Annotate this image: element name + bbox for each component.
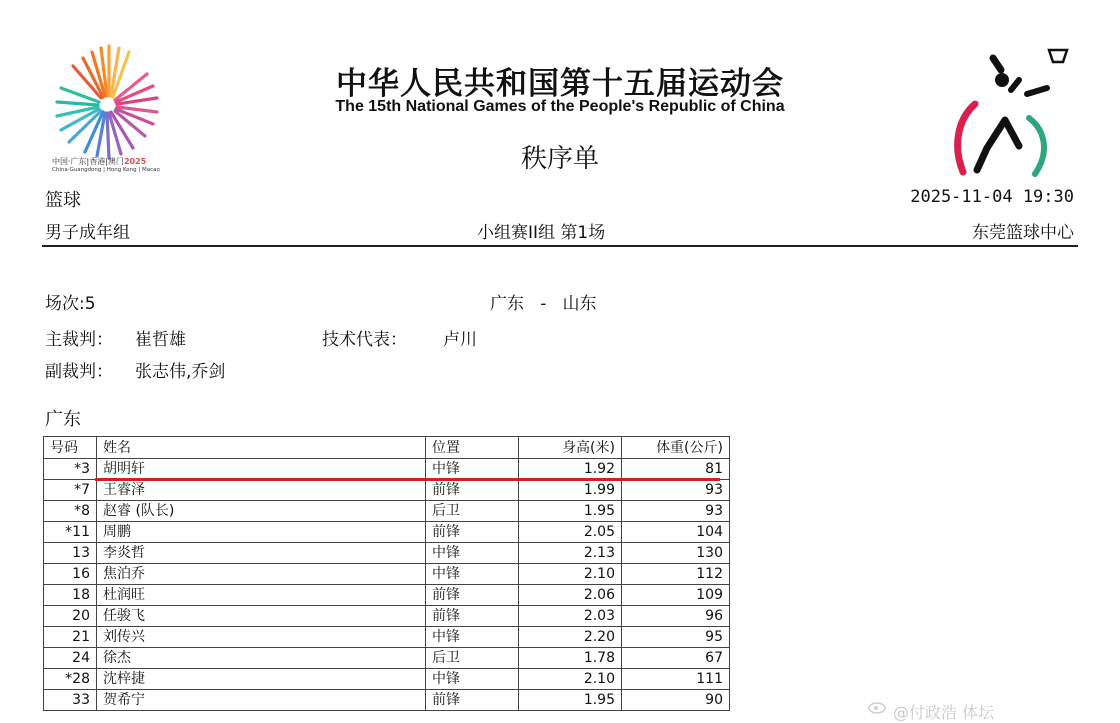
- basketball-pictogram-icon: [945, 42, 1085, 182]
- player-height: 1.95: [519, 501, 622, 522]
- player-position: 中锋: [426, 543, 519, 564]
- player-position: 前锋: [426, 606, 519, 627]
- page-title: 中华人民共和国第十五届运动会: [336, 66, 784, 102]
- player-height: 1.99: [519, 480, 622, 501]
- player-name: 贺希宁: [97, 690, 426, 711]
- match-datetime: 2025-11-04 19:30: [910, 187, 1074, 207]
- player-weight: 104: [622, 522, 730, 543]
- weibo-icon: [868, 700, 890, 714]
- column-header-height: 身高(米): [519, 437, 622, 459]
- player-weight: 67: [622, 648, 730, 669]
- player-position: 中锋: [426, 564, 519, 585]
- player-position: 中锋: [426, 669, 519, 690]
- player-height: 2.05: [519, 522, 622, 543]
- player-number: *8: [44, 501, 97, 522]
- player-name: 胡明轩: [97, 459, 426, 480]
- player-weight: 81: [622, 459, 730, 480]
- table-row: [44, 690, 730, 711]
- player-number: 18: [44, 585, 97, 606]
- round-label: 小组赛II组 第1场: [477, 223, 606, 243]
- player-position: 后卫: [426, 648, 519, 669]
- page-title-en: The 15th National Games of the People's Republic of China: [335, 98, 785, 115]
- player-name: 杜润旺: [97, 585, 426, 606]
- assistant-referee-value: 张志伟,乔剑: [135, 362, 226, 382]
- player-number: *3: [44, 459, 97, 480]
- player-number: 13: [44, 543, 97, 564]
- player-number: 16: [44, 564, 97, 585]
- player-name: 王睿泽: [97, 480, 426, 501]
- player-name: 徐杰: [97, 648, 426, 669]
- player-weight: 90: [622, 690, 730, 711]
- table-row: [44, 564, 730, 585]
- table-row: [44, 585, 730, 606]
- table-row: [44, 543, 730, 564]
- player-name: 任骏飞: [97, 606, 426, 627]
- player-name: 刘传兴: [97, 627, 426, 648]
- player-number: 21: [44, 627, 97, 648]
- player-name: 周鹏: [97, 522, 426, 543]
- sport-label: 篮球: [45, 190, 81, 211]
- player-position: 前锋: [426, 522, 519, 543]
- player-height: 1.92: [519, 459, 622, 480]
- player-number: *28: [44, 669, 97, 690]
- player-position: 中锋: [426, 627, 519, 648]
- player-height: 2.10: [519, 669, 622, 690]
- age-group-label: 男子成年组: [45, 223, 130, 243]
- player-name: 赵睿 (队长): [97, 501, 426, 522]
- player-position: 前锋: [426, 690, 519, 711]
- player-height: 1.95: [519, 690, 622, 711]
- player-number: 33: [44, 690, 97, 711]
- watermark: @付政浩 体坛: [893, 703, 995, 722]
- player-number: *11: [44, 522, 97, 543]
- tech-rep-label: 技术代表：: [322, 330, 407, 350]
- column-header-number: 号码: [44, 437, 97, 459]
- document-title: 秩序单: [520, 144, 599, 174]
- table-row: [44, 522, 730, 543]
- chief-referee-value: 崔哲雄: [135, 330, 186, 350]
- tech-rep-value: 卢川: [443, 330, 477, 350]
- player-position: 中锋: [426, 459, 519, 480]
- player-weight: 112: [622, 564, 730, 585]
- assistant-referee-label: 副裁判：: [45, 362, 113, 382]
- table-row: [44, 501, 730, 522]
- player-weight: 130: [622, 543, 730, 564]
- table-row: [44, 627, 730, 648]
- player-height: 2.06: [519, 585, 622, 606]
- team-name: 广东: [45, 409, 81, 430]
- player-name: 沈梓捷: [97, 669, 426, 690]
- player-weight: 96: [622, 606, 730, 627]
- player-height: 2.20: [519, 627, 622, 648]
- table-header-row: [44, 437, 730, 459]
- player-height: 2.13: [519, 543, 622, 564]
- player-height: 2.10: [519, 564, 622, 585]
- table-row: [44, 459, 730, 480]
- table-row: [44, 606, 730, 627]
- logo-caption: 中国·广东|香港|澳门2025: [52, 157, 147, 166]
- chief-referee-label: 主裁判：: [45, 330, 113, 350]
- player-number: 24: [44, 648, 97, 669]
- player-position: 前锋: [426, 585, 519, 606]
- venue-label: 东莞篮球中心: [972, 223, 1074, 243]
- header-divider: [42, 245, 1078, 247]
- player-weight: 95: [622, 627, 730, 648]
- player-name: 焦泊乔: [97, 564, 426, 585]
- logo-caption-en: China·Guangdong | Hong Kong | Macao: [52, 167, 160, 173]
- table-row: [44, 648, 730, 669]
- player-height: 1.78: [519, 648, 622, 669]
- player-position: 后卫: [426, 501, 519, 522]
- match-number: 场次:5: [45, 294, 96, 314]
- player-name: 李炎哲: [97, 543, 426, 564]
- player-number: 20: [44, 606, 97, 627]
- highlight-underline: [95, 478, 720, 481]
- player-weight: 93: [622, 501, 730, 522]
- table-row: [44, 669, 730, 690]
- player-height: 2.03: [519, 606, 622, 627]
- player-weight: 109: [622, 585, 730, 606]
- column-header-weight: 体重(公斤): [622, 437, 730, 459]
- player-weight: 93: [622, 480, 730, 501]
- player-weight: 111: [622, 669, 730, 690]
- table-row: [44, 480, 730, 501]
- column-header-position: 位置: [426, 437, 519, 459]
- column-header-name: 姓名: [97, 437, 426, 459]
- player-number: *7: [44, 480, 97, 501]
- matchup: 广东 - 山东: [490, 294, 597, 314]
- player-position: 前锋: [426, 480, 519, 501]
